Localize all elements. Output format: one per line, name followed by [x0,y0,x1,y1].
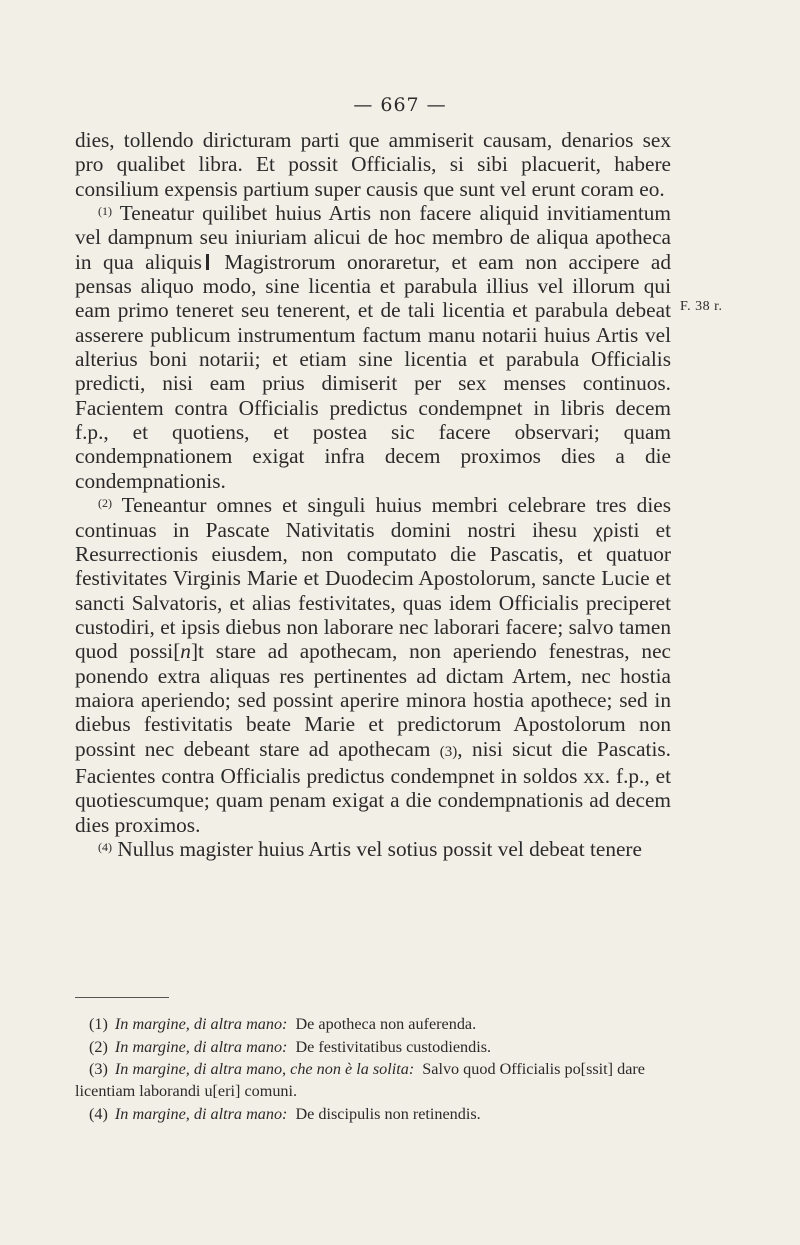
paragraph-text: Nullus magister huius Artis vel sotius possit vel debeat tenere [112,836,642,861]
main-text [75,128,671,861]
footnotes [75,1014,671,1127]
footnote-number: (4) [89,1104,108,1123]
footnote-separator [75,997,169,998]
footnote-number: (1) [89,1015,108,1033]
footnote-intro: In margine, di altra mano, che non è la solita: [114,1060,415,1079]
paragraph-text-part2: ]t stare ad apothecam, non aperiendo fenestras, nec ponendo extra aliquas res pertinentes ad dictam Artem, nec hostia maiora aperiendo; sed possint aperire minora hostia apothece; sed in diebus festivitatis beate Marie et predictorum Apostolorum non possint nec debeant stare ad apothecam [75,639,671,761]
footnote-number: (2) [89,1037,108,1056]
footnote-intro: In margine, di altra mano: [114,1104,288,1123]
paragraph-text-part3: , nisi sicut die Pascatis. Facientes contra Officialis predictus condempnet in soldos xx. f.p., et quotiescumque; quam penam exigat a die condempnationis ad decem dies proximos. [75,736,671,837]
footnote-ref-4: (4) [98,839,112,854]
footnote-ref-3: (3) [439,743,458,760]
paragraph-1 [75,201,671,493]
footnote-text: De festivitatibus custodiendis. [295,1037,492,1056]
footnote-ref-1: (1) [98,204,112,219]
footnote-intro: In margine, di altra mano: [114,1015,288,1033]
paragraph-text: dies, tollendo diricturam parti que ammiserit causam, denarios sex pro qualibet libra. Et possit Officialis, si sibi placuerit, habere consilium expensis partium super causis que sunt vel erunt coram eo. [75,128,671,201]
paragraph-continuation [75,128,671,201]
paragraph-text-part1: Teneantur omnes et singuli huius membri celebrare tres dies continuas in Pascate Nativitatis domini nostri ihesu χρisti et Resurrectionis eiusdem, non computato die Pascatis, et quatuor festivitates Virginis Marie et Duodecim Apostolorum, sancte Lucie et sancti Salvatoris, et alias festivitates, quas idem Officialis preciperet custodiri, et ipsis diebus non laborare nec laborari facere; salvo tamen quod possi[ [75,493,671,664]
footnote-ref-2: (2) [98,496,112,511]
folio-break-mark-icon [206,254,209,270]
page-number: — 667 — [353,94,447,116]
footnote-2 [75,1037,671,1059]
margin-folio-note: F. 38 r. [680,299,723,314]
footnote-text: De discipulis non retinendis. [295,1104,481,1123]
paragraph-2 [75,493,671,837]
editorial-insertion: n [180,639,191,664]
footnote-4 [75,1104,671,1126]
paragraph-text: Magistrorum onoraretur, et eam non accipere ad pensas aliquo modo, sine licentia et parabula illius vel illorum qui eam primo teneret seu tenerent, et de tali licentia et parabula debeat asserere publicum instrumentum factum manu notarii huius Artis vel alterius boni notarii; et etiam sine licentia et parabula Officialis predicti, nisi eam prius dimiserit per sex menses continuos. Facientem contra Officialis predictus condempnet in libris decem f.p., et quotiens, et postea sic facere observari; quam condempnationem exigat infra decem proximos dies a die condempnationis. [75,249,671,493]
footnote-3 [75,1059,671,1102]
footnote-1 [75,1014,671,1036]
footnote-intro: In margine, di altra mano: [114,1037,288,1056]
footnote-number: (3) [89,1060,108,1079]
paragraph-3 [75,837,671,861]
footnote-text: De apotheca non auferenda. [295,1015,477,1033]
paragraph-text-before-bar: Teneatur quilibet huius Artis non facere aliquid invitiamentum vel dampnum seu iniuriam alicui de hoc membro de aliqua apotheca in qua aliquis [75,201,671,274]
footnote-text: Salvo quod Officialis po[ssit] dare licentiam laborandi u[eri] comuni. [75,1060,645,1101]
